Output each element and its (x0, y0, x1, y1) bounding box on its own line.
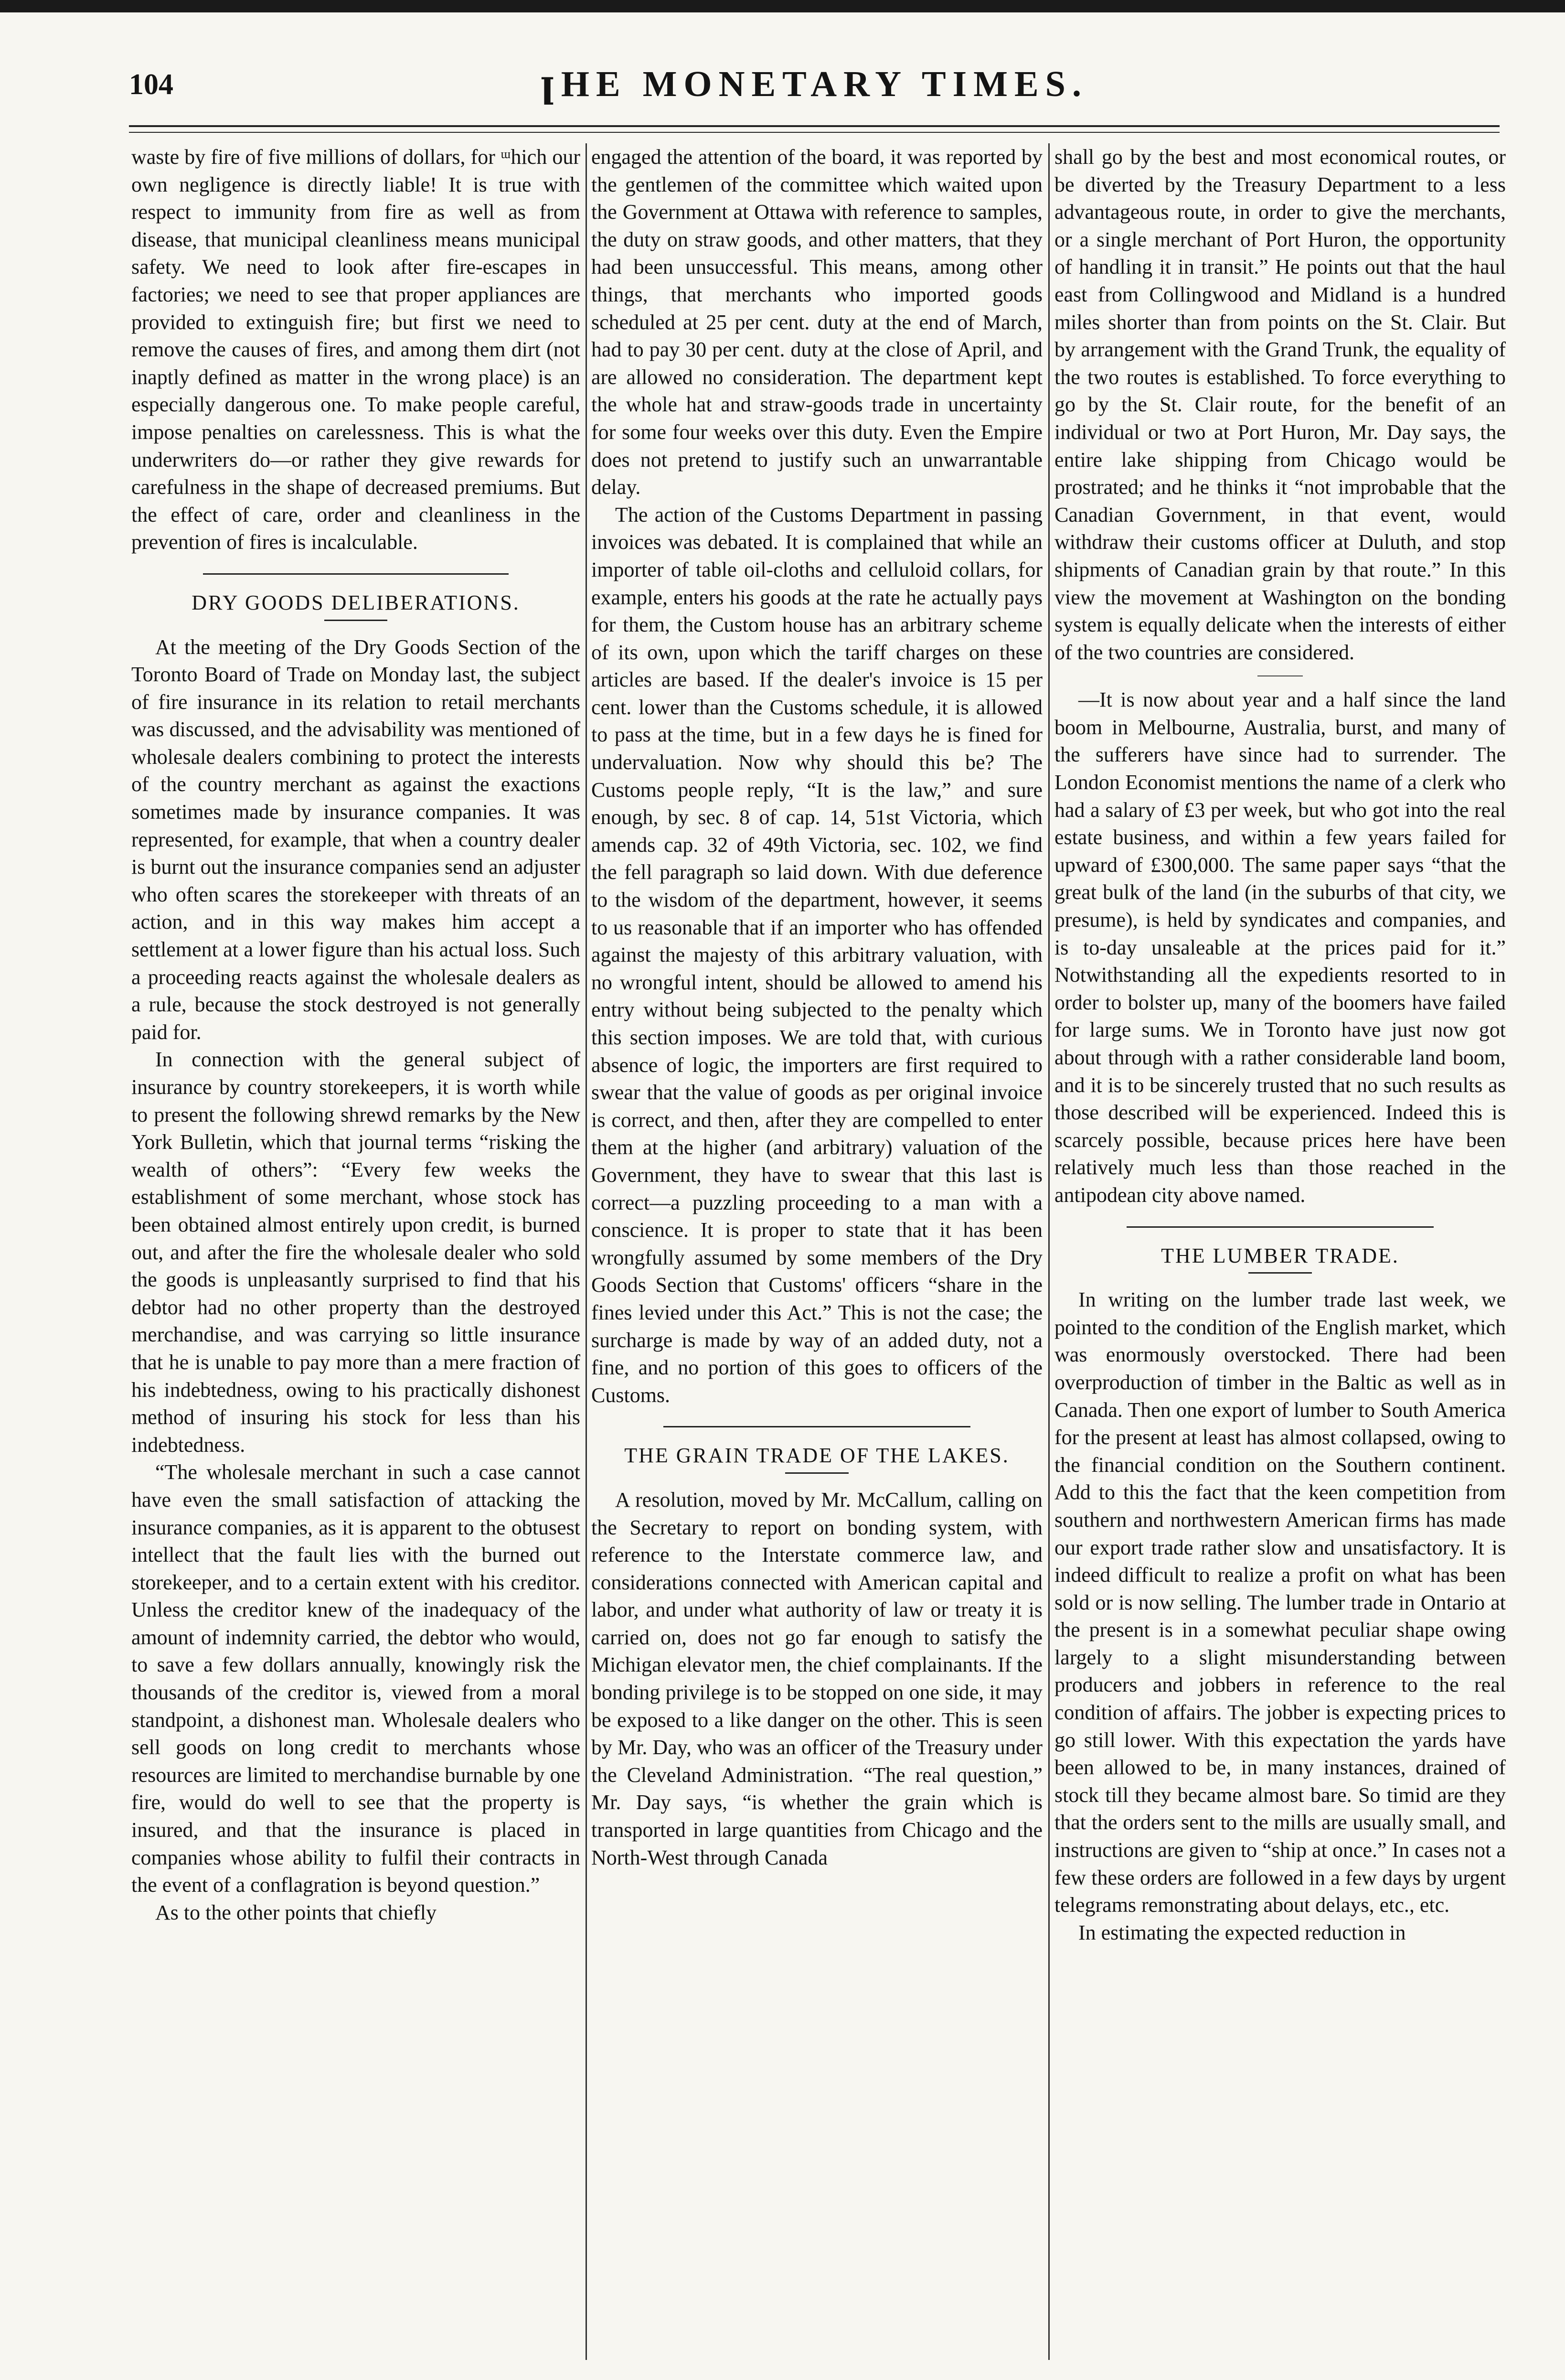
paragraph: At the meeting of the Dry Goods Section of the Toronto Board of Trade on Monday last, the subject of fire insurance in its relation to retail merchants was discussed, and the advisability was mentioned of wholesale dealers combining to protect the interests of the country merchant as against the exactions sometimes made by insurance companies. It was represented, for example, that when a country dealer is burnt out the insurance companies send an adjuster who often scares the storekeeper with threats of an action, and in this way makes him accept a settlement at a lower figure than his actual loss. Such a proceeding reacts against the wholesale dealers as a rule, because the stock destroyed is not generally paid for. (131, 635, 580, 1044)
paragraph: A resolution, moved by Mr. McCallum, calling on the Secretary to report on bonding system, with reference to the Interstate commerce law, and considerations connected with American capital and labor, and under what authority of law or treaty it is carried on, does not go far enough to satisfy the Michigan elevator men, the chief complainants. If the bonding privilege is to be stopped on one side, it may be exposed to a like danger on the other. This is seen by Mr. Day, who was an officer of the Treasury under the Cleveland Administration. “The real question,” Mr. Day says, “is whether the grain which is transported in large quantities from Chicago and the North-West through Canada (591, 1488, 1043, 1869)
heading-underline (324, 620, 387, 621)
heading-lumber-trade: THE LUMBER TRADE. (1161, 1244, 1399, 1267)
paragraph: The action of the Customs Department in passing invoices was debated. It is complained that while an importer of table oil-cloths and celluloid collars, for example, enters his goods at the rate he actually pays for them, the Custom house has an arbitrary scheme of its own, upon which the tariff charges on these articles are based. If the dealer's invoice is 15 per cent. lower than the Customs schedule, it is allowed to pass at the time, but in a few days he is fined for undervaluation. Now why should this be? The Customs people reply, “It is the law,” and sure enough, by sec. 8 of cap. 14, 51st Victoria, which amends cap. 32 of 49th Victoria, sec. 102, we find the fell paragraph so laid down. With due deference to the wisdom of the department, however, it seems to us reasonable that if an importer who has offended against the majesty of this arbitrary valuation, with no wrongful intent, should be allowed to amend his entry without being subjected to the penalty which this section imposes. We are told that, with curious absence of logic, the importers are first required to swear that the value of goods as per original invoice is correct, and then, after they are compelled to enter them at the higher (and arbitrary) valuation of the Government, they have to swear that this last is correct—a puzzling proceeding to a man with a conscience. It is proper to state that it has been wrongfully assumed by some members of the Dry Goods Section that Customs' officers “share in the fines levied under this Act.” This is not the case; the surcharge is made by way of an added duty, not a fine, and no portion of this goes to officers of the Customs. (591, 503, 1043, 1407)
heading-grain-trade: THE GRAIN TRADE OF THE LAKES. (624, 1444, 1010, 1468)
header-rule-top (129, 125, 1500, 127)
heading-dry-goods: DRY GOODS DELIBERATIONS. (192, 590, 520, 614)
section-rule (663, 1426, 970, 1427)
paragraph: As to the other points that chiefly (155, 1900, 436, 1924)
paragraph: In writing on the lumber trade last week, we pointed to the condition of the English market, which was enormously overstocked. There had been overproduction of timber in the Baltic as well as in Canada. Then one export of lumber to South America for the present at least has almost collapsed, owing to the financial condition on the Southern continent. Add to this the fact that the keen competition from southern and northwestern American firms has made our export trade rather slow and unsatisfactory. It is indeed difficult to realize a profit on what has been sold or is now selling. The lumber trade in Ontario at the present is in a somewhat peculiar shape owing largely to a slight misunderstanding between producers and jobbers in reference to the real condition of affairs. The jobber is expecting prices to go still lower. With this expectation the yards have been allowed to be, in many instances, drained of stock till they became almost bare. So timid are they that the orders sent to the mills are usually small, and instructions are given to “ship at once.” In cases not a few these orders are followed in a few days by urgent telegrams remonstrating about delays, etc., etc. (1054, 1288, 1506, 1917)
header-rule-bottom (129, 132, 1500, 133)
page-header (129, 57, 1500, 110)
paragraph: “The wholesale merchant in such a case cannot have even the small satisfaction of attacking the insurance companies, as it is apparent to the obtusest intellect that the fault lies with the burned out storekeeper, and to a certain extent with his creditor. Unless the creditor knew of the inadequacy of the amount of indemnity carried, the debtor who would, to save a few dollars annually, knowingly risk the thousands of the creditor is, viewed from a moral standpoint, a dishonest man. Wholesale dealers who sell goods on long credit to merchants whose resources are limited to merchandise burnable by one fire, would do well to see that the property is insured, and that the insurance is placed in companies whose ability to fulfil their contracts in the event of a conflagration is beyond question.” (131, 1460, 580, 1897)
column-divider-2 (1048, 143, 1050, 2360)
page-number: 104 (129, 68, 173, 101)
masthead-title: ꞁHE MONETARY TIMES. (541, 64, 1088, 104)
article-continuation: waste by fire of five millions of dollars, for ᵚhich our own negligence is directly liable! It is true with respect to immunity from fire as well as from disease, that municipal cleanliness means municipal safety. We need to look after fire-escapes in factories; we need to see that proper appliances are provided to extinguish fire; but first we need to remove the causes of fires, and among them dirt (not inaptly defined as matter in the wrong place) is an especially dangerous one. To make people careful, impose penalties on carelessness. This is what the underwriters do—or rather they give rewards for carefulness in the shape of decreased premiums. But the effect of care, order and cleanliness in the prevention of fires is incalculable. (131, 145, 580, 554)
column-2 (591, 143, 1043, 2360)
column-divider-1 (586, 143, 587, 2360)
section-rule (1127, 1226, 1434, 1228)
paragraph: shall go by the best and most economical routes, or be diverted by the Treasury Department to a less advantageous route, in order to give the merchants, or a single merchant of Port Huron, the opportunity of handling it in transit.” He points out that the haul east from Collingwood and Midland is a hundred miles shorter than from points on the St. Clair. But by arrangement with the Grand Trunk, the equality of the two routes is established. To force everything to go by the St. Clair route, for the benefit of an individual or two at Port Huron, Mr. Day says, the entire lake shipping from Chicago would be prostrated; and he thinks it “not improbable that the Canadian Government, in that event, would withdraw their customs officer at Duluth, and stop shipments of Canadian grain by that route.” In this view the movement at Washington on the bonding system is equally delicate when the interests of either of the two countries are considered. (1054, 145, 1506, 664)
heading-underline (785, 1472, 848, 1474)
column-3 (1054, 143, 1506, 2360)
paragraph: In connection with the general subject of insurance by country storekeepers, it is worth while to present the following shrewd remarks by the New York Bulletin, which that journal terms “risking the wealth of others”: “Every few weeks the establishment of some merchant, whose stock has been obtained almost entirely upon credit, is burned out, and after the fire the wholesale dealer who sold the goods is unpleasantly surprised to find that his debtor had no other property than the destroyed merchandise, and was carrying so little insurance that he is unable to pay more than a mere fraction of his indebtedness, owing to his practically dishonest method of insuring his stock for less than his indebtedness. (131, 1048, 580, 1457)
column-1 (131, 143, 580, 2360)
paragraph: In estimating the expected reduction in (1078, 1920, 1406, 1944)
paragraph: —It is now about year and a half since the land boom in Melbourne, Australia, burst, and many of the sufferers have since had to surrender. The London Economist mentions the name of a clerk who had a salary of £3 per week, but who got into the real estate business, and within a few years failed for upward of £300,000. The same paper says “that the great bulk of the land (in the suburbs of that city, we presume), is held by syndicates and companies, and is to-day unsaleable at the prices paid for it.” Notwithstanding all the expedients resorted to in order to bolster up, many of the boomers have failed for large sums. We in Toronto have just now got about through with a rather considerable land boom, and it is to be sincerely trusted that no such results as those described will be experienced. Indeed this is scarcely possible, because prices here have been relatively much less than those reached in the antipodean city above named. (1054, 688, 1506, 1207)
paragraph: engaged the attention of the board, it was reported by the gentlemen of the committee which waited upon the Government at Ottawa with reference to samples, the duty on straw goods, and other matters, that they had been unsuccessful. This means, among other things, that merchants who imported goods scheduled at 25 per cent. duty at the end of March, had to pay 30 per cent. duty at the close of April, and are allowed no consideration. The department kept the whole hat and straw-goods trade in uncertainty for some four weeks over this duty. Even the Empire does not pretend to justify such an unwarrantable delay. (591, 145, 1043, 499)
section-rule (203, 573, 508, 575)
item-separator (1257, 675, 1303, 676)
top-edge-bar (0, 0, 1565, 12)
heading-underline (1248, 1272, 1311, 1274)
